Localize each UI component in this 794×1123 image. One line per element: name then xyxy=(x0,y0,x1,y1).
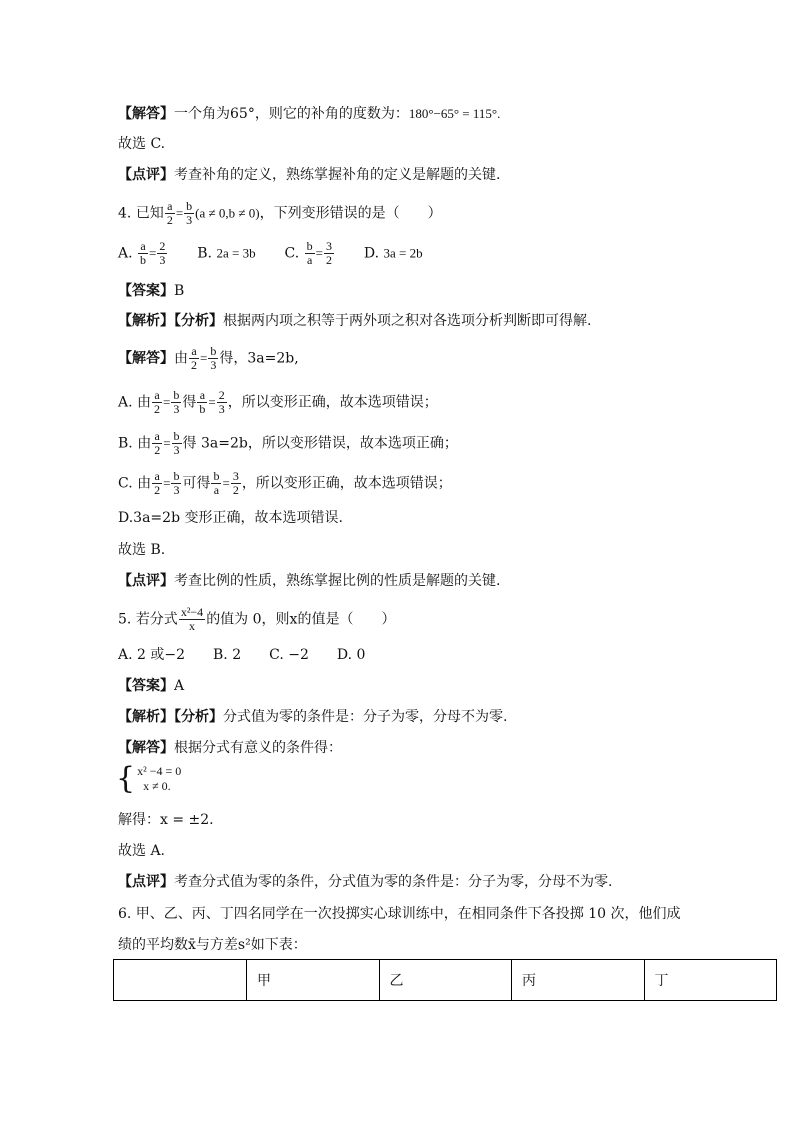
q5-solution xyxy=(118,738,342,758)
q5-stem xyxy=(118,606,395,633)
line-b-post: 得 3a=2b，所以变形错误，故本选项正确； xyxy=(182,435,458,452)
q5-solve: 解得：x = ±2. xyxy=(118,812,214,828)
q5-stem-post: 的值为 0，则x的值是（ ） xyxy=(206,611,396,628)
denominator: 2 xyxy=(154,402,161,416)
equals-sign: = xyxy=(163,435,171,451)
denominator: 2 xyxy=(154,443,161,457)
fraction xyxy=(208,345,218,372)
q4-comment-text: 考查比例的性质，熟练掌握比例的性质是解题的关键. xyxy=(174,573,501,589)
system-line-2: x ≠ 0. xyxy=(143,779,171,793)
numerator: a xyxy=(189,345,199,359)
fraction xyxy=(184,200,194,227)
q4-choose: 故选 B. xyxy=(118,542,166,558)
fraction xyxy=(165,200,175,227)
q5-number: 5. xyxy=(118,611,132,628)
equals-sign: = xyxy=(222,475,230,491)
q5-analysis xyxy=(118,707,507,727)
table-row xyxy=(114,960,777,1001)
q4-analysis-text: 根据两内项之积等于两外项之积对各选项分析判断即可得解. xyxy=(223,313,592,329)
line-c-pre: 由 xyxy=(137,475,152,492)
comment-tag: 【点评】 xyxy=(118,573,174,589)
line-c-mid: 可得 xyxy=(182,475,211,492)
line-b-pre: 由 xyxy=(137,435,152,452)
q5-comment-text: 考查分式值为零的条件，分式值为零的条件是：分子为零，分母不为零. xyxy=(174,874,613,890)
numerator: b xyxy=(210,344,217,358)
denominator: 3 xyxy=(173,443,180,457)
q3-solution-expr: 180°−65° = 115°. xyxy=(408,106,501,121)
equals-sign: = xyxy=(175,205,184,221)
numerator: b xyxy=(213,469,220,483)
line-b-label: B. xyxy=(118,435,133,452)
denominator: 3 xyxy=(159,253,166,267)
answer-tag: 【答案】 xyxy=(118,678,174,694)
table-cell: 丁 xyxy=(644,960,777,1001)
fraction xyxy=(305,240,315,267)
q5-solution-text: 根据分式有意义的条件得： xyxy=(174,740,342,756)
numerator: b xyxy=(173,469,180,483)
numerator: a xyxy=(152,470,162,484)
q4-condition: (a ≠ 0,b ≠ 0) xyxy=(195,205,260,221)
q4-solution-post: 得，3a=2b, xyxy=(219,350,299,367)
fraction xyxy=(189,345,199,372)
q3-comment-text: 考查补角的定义，熟练掌握补角的定义是解题的关键. xyxy=(174,167,501,183)
q4-line-b xyxy=(118,430,458,457)
fraction xyxy=(217,389,227,416)
numerator: a xyxy=(197,389,207,403)
q6-line-1: 6. 甲、乙、丙、丁四名同学在一次投掷实心球训练中，在相同条件下各投掷 10 次，他们成 xyxy=(118,906,681,922)
numerator: 2 xyxy=(218,388,225,402)
denominator: 3 xyxy=(186,213,193,227)
denominator: b xyxy=(140,253,147,267)
denominator: 3 xyxy=(210,358,217,372)
option-c-label: C. xyxy=(284,245,300,262)
numerator: b xyxy=(306,239,313,253)
fraction xyxy=(157,240,167,267)
q4-stem-pre: 已知 xyxy=(135,205,164,222)
numerator: 2 xyxy=(159,239,166,253)
table-cell xyxy=(114,960,247,1001)
solution-tag: 【解答】 xyxy=(118,106,174,122)
analysis-tag: 【解析】【分析】 xyxy=(118,313,223,329)
line-c-post: ，所以变形正确，故本选项错误； xyxy=(241,475,452,492)
denominator: 3 xyxy=(218,402,225,416)
denominator: 3 xyxy=(173,483,180,497)
left-brace-icon: { xyxy=(116,761,136,796)
q4-stem xyxy=(118,200,442,227)
q6-line-2: 绩的平均数x̄与方差s²如下表： xyxy=(118,937,307,953)
q4-solution-pre: 由 xyxy=(174,350,188,367)
q5-stem-pre: 若分式 xyxy=(135,611,178,628)
q5-choose: 故选 A. xyxy=(118,843,166,859)
line-a-post: ，所以变形正确，故本选项错误； xyxy=(227,394,438,411)
denominator: 3 xyxy=(173,402,180,416)
numerator: a xyxy=(138,240,148,254)
equals-sign: = xyxy=(149,245,157,261)
q5-answer-text: A xyxy=(174,678,185,694)
solution-tag: 【解答】 xyxy=(118,740,174,756)
q3-comment xyxy=(118,165,500,185)
option-b-label: B. xyxy=(197,245,213,262)
numerator: a xyxy=(165,200,175,214)
q5-analysis-text: 分式值为零的条件是：分子为零，分母不为零. xyxy=(223,709,508,725)
denominator: 2 xyxy=(154,483,161,497)
equals-sign: = xyxy=(163,394,171,410)
fraction xyxy=(152,389,162,416)
denominator: a xyxy=(306,253,313,267)
comment-tag: 【点评】 xyxy=(118,874,174,890)
option-d-expr: 3a = 2b xyxy=(383,245,423,261)
fraction xyxy=(172,430,182,457)
equation-system xyxy=(137,764,181,794)
equals-sign: = xyxy=(163,475,171,491)
equals-sign: = xyxy=(208,394,216,410)
fraction xyxy=(171,470,181,497)
denominator: 2 xyxy=(325,253,332,267)
denominator: x xyxy=(189,619,195,633)
option-b-expr: 2a = 3b xyxy=(216,245,256,261)
equals-sign: = xyxy=(315,245,323,261)
denominator: b xyxy=(199,402,206,416)
comment-tag: 【点评】 xyxy=(118,167,174,183)
fraction xyxy=(324,240,334,267)
system-line-1: x² −4 = 0 xyxy=(137,764,182,778)
q5-system xyxy=(116,761,182,796)
q5-options: A. 2 或−2 B. 2 C. −2 D. 0 xyxy=(118,647,366,663)
q3-choose: 故选 C. xyxy=(118,136,166,152)
equals-sign: = xyxy=(200,350,208,366)
numerator: a xyxy=(152,430,162,444)
fraction xyxy=(231,470,241,497)
q4-number: 4. xyxy=(118,205,132,222)
q5-comment xyxy=(118,872,612,892)
q4-analysis xyxy=(118,311,591,331)
fraction xyxy=(138,240,148,267)
table-cell: 乙 xyxy=(379,960,512,1001)
q4-answer xyxy=(118,281,184,301)
q4-comment xyxy=(118,571,500,591)
q3-solution xyxy=(118,104,500,124)
fraction xyxy=(152,430,162,457)
line-c-label: C. xyxy=(118,475,133,492)
numerator: b xyxy=(173,429,180,443)
line-a-pre: 由 xyxy=(137,394,152,411)
table-cell: 甲 xyxy=(247,960,380,1001)
q4-stem-post: ，下列变形错误的是（ ） xyxy=(259,205,442,222)
numerator: 3 xyxy=(232,469,239,483)
fraction xyxy=(152,470,162,497)
fraction xyxy=(211,470,221,497)
denominator: 2 xyxy=(191,358,197,372)
option-a-label: A. xyxy=(118,245,133,262)
table-cell: 丙 xyxy=(512,960,645,1001)
option-d-label: D. xyxy=(363,245,380,262)
fraction xyxy=(171,389,181,416)
line-a-label: A. xyxy=(118,394,133,411)
q4-options xyxy=(118,240,423,267)
numerator: b xyxy=(173,388,180,402)
numerator: b xyxy=(186,199,193,213)
numerator: x²−4 xyxy=(180,605,204,619)
q5-answer xyxy=(118,676,184,696)
fraction xyxy=(179,606,205,633)
numerator: a xyxy=(152,389,162,403)
solution-tag: 【解答】 xyxy=(118,350,174,367)
numerator: 3 xyxy=(325,239,332,253)
q3-solution-text: 一个角为65°，则它的补角的度数为： xyxy=(174,106,409,122)
q4-line-a xyxy=(118,389,438,416)
q4-line-d: D.3a=2b 变形正确，故本选项错误. xyxy=(118,510,343,526)
answer-tag: 【答案】 xyxy=(118,283,174,299)
denominator: 2 xyxy=(166,213,173,227)
denominator: a xyxy=(213,483,220,497)
line-a-mid: 得 xyxy=(182,394,197,411)
q4-answer-text: B xyxy=(174,283,185,299)
q4-line-c xyxy=(118,470,452,497)
denominator: 2 xyxy=(232,483,239,497)
analysis-tag: 【解析】【分析】 xyxy=(118,709,223,725)
fraction xyxy=(197,389,207,416)
score-table xyxy=(113,959,777,1001)
q4-solution xyxy=(118,345,299,372)
